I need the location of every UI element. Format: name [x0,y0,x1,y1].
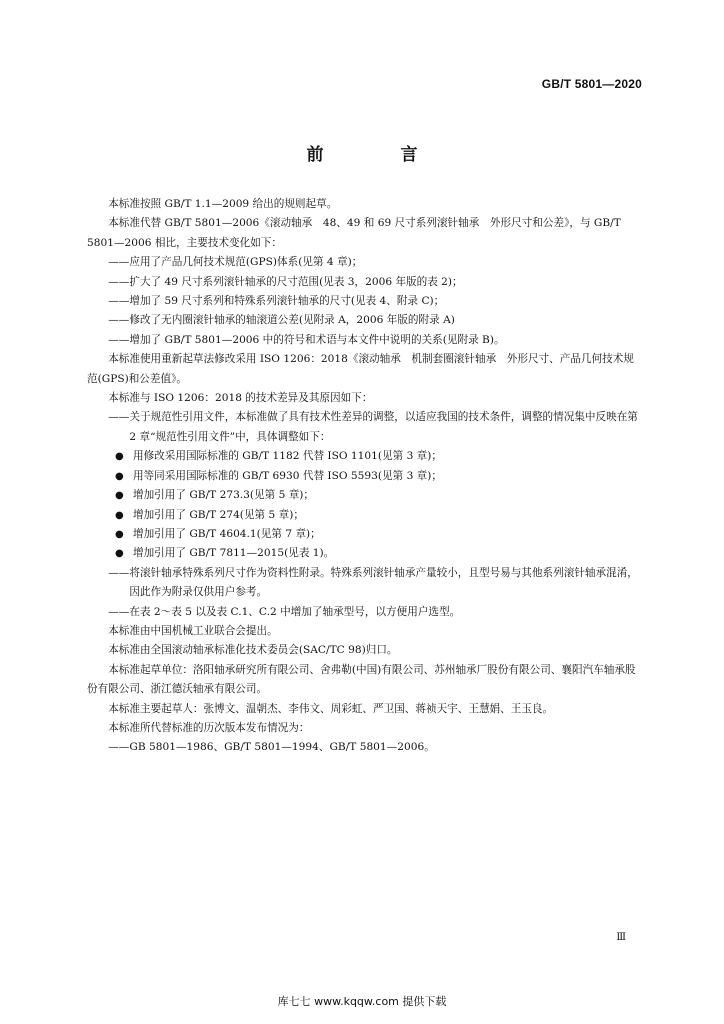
history-item: ——GB 5801—1986、GB/T 5801—1994、GB/T 5801—2006。 [108,741,435,754]
bullet-dot-icon: ● [115,451,124,463]
change-item: ——修改了无内圈滚针轴承的轴滚道公差(见附录 A，2006 年版的附录 A) [108,314,455,327]
change-item: ——增加了 59 尺寸系列和特殊系列滚针轴承的尺寸(见表 4、附录 C)； [108,295,445,308]
bullet-text: 增加引用了 GB/T 4604.1(见第 7 章)； [133,527,321,540]
paragraph: 本标准由全国滚动轴承标准化技术委员会(SAC/TC 98)归口。 [108,644,398,657]
change-item: ——应用了产品几何技术规范(GPS)体系(见第 4 章)； [108,256,363,269]
bullet-dot-icon: ● [115,490,124,502]
bullet-item [87,525,642,544]
bullet-text: 用修改采用国际标准的 GB/T 1182 代替 ISO 1101(见第 3 章)； [133,450,443,463]
bullet-dot-icon: ● [115,528,124,540]
standard-number: GB/T 5801—2020 [541,77,642,91]
bullet-dot-icon: ● [115,470,124,482]
paragraph: 本标准主要起草人：张博文、温朝杰、李伟文、周彩虹、严卫国、蒋祯天宇、王慧娟、王玉良。 [108,702,554,715]
download-watermark: 库七七 www.kqqw.com 提供下载 [277,995,447,1008]
paragraph: 本标准按照 GB/T 1.1—2009 给出的规则起草。 [108,198,338,210]
bullet-text: 用等同采用国际标准的 GB/T 6930 代替 ISO 5593(见第 3 章)； [133,469,443,482]
document-body [87,195,642,758]
bullet-item [87,544,642,563]
paragraph: 本标准起草单位：洛阳轴承研究所有限公司、舍弗勒(中国)有限公司、苏州轴承厂股份有限公司、襄阳汽车轴承股份有限公司、浙江德沃轴承有限公司。 [87,663,636,696]
page-number: Ⅲ [616,932,626,943]
paragraph: 本标准所代替标准的历次版本发布情况为： [108,721,310,734]
paragraph: 本标准使用重新起草法修改采用 ISO 1206：2018《滚动轴承 机制套圈滚针轴承 外形尺寸、产品几何技术规范(GPS)和公差值》。 [87,353,634,385]
change-item: ——扩大了 49 尺寸系列滚针轴承的尺寸范围(见表 3，2006 年版的表 2)； [108,275,463,288]
change-item: ——增加了 GB/T 5801—2006 中的符号和术语与本文件中说明的关系(见附录 B)。 [108,333,505,346]
paragraph: 本标准代替 GB/T 5801—2006《滚动轴承 48、49 和 69 尺寸系列滚针轴承 外形尺寸和公差》，与 GB/T 5801—2006 相比，主要技术变化如下： [87,217,621,249]
difference-item: ——在表 2～表 5 以及表 C.1、C.2 中增加了轴承型号，以方便用户选型。 [108,605,461,618]
difference-item: ——关于规范性引用文件，本标准做了具有技术性差异的调整，以适应我国的技术条件，调整的情况集中反映在第 2 章“规范性引用文件”中，具体调整如下： [108,411,638,443]
bullet-item [87,467,642,486]
bullet-text: 增加引用了 GB/T 273.3(见第 5 章)； [133,489,315,502]
bullet-dot-icon: ● [115,548,124,560]
bullet-text: 增加引用了 GB/T 274(见第 5 章)； [133,508,304,521]
bullet-item [87,506,642,525]
paragraph: 本标准与 ISO 1206：2018 的技术差异及其原因如下： [108,392,373,405]
bullet-dot-icon: ● [115,509,124,521]
page-title: 前 言 [306,145,448,165]
bullet-item [87,486,642,505]
difference-item: ——将滚针轴承特殊系列尺寸作为资料性附录。特殊系列滚针轴承产量较小，且型号易与其他系列滚针轴承混淆，因此作为附录仅供用户参考。 [108,566,638,599]
bullet-item [87,447,642,466]
bullet-text: 增加引用了 GB/T 7811—2015(见表 1)。 [133,547,335,560]
paragraph: 本标准由中国机械工业联合会提出。 [108,624,278,637]
